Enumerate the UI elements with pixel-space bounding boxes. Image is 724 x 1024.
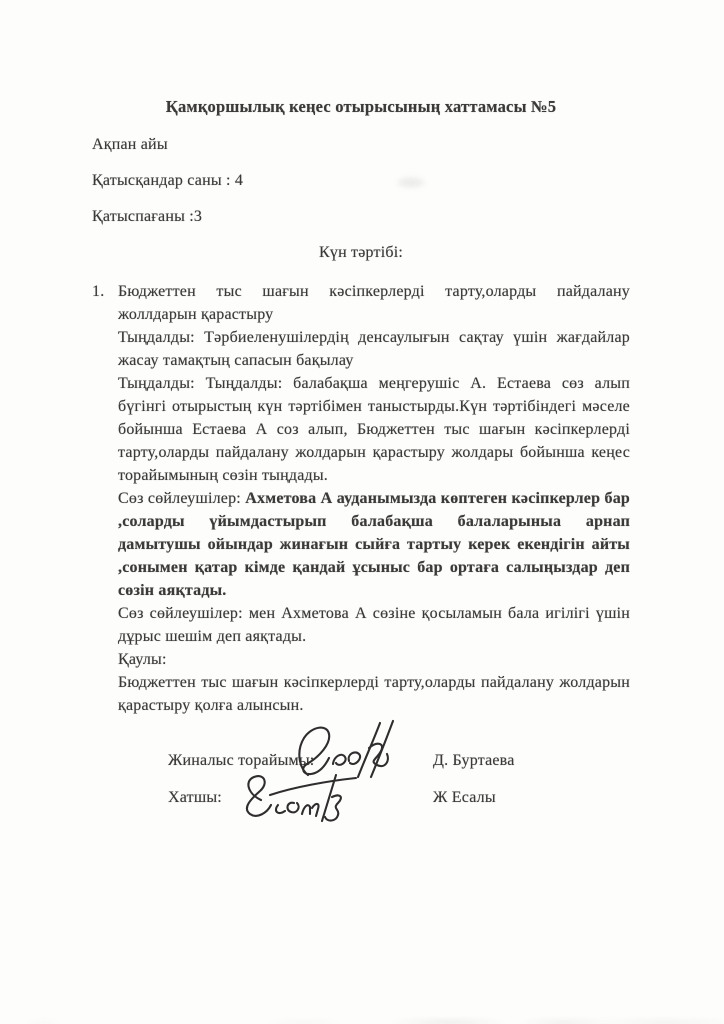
agenda-heading: Күн тәртібі: <box>319 244 403 261</box>
agenda-item-body <box>118 280 630 717</box>
speakers-text-1: Ахметова А ауданымызда көптеген кәсіпкерлер бар ,соларды үйымдастырып балабақша балаларыныа арнап дамытушы ойындар жинағын сыйға тартыу керек екендігін айты ,сонымен қатар кімде қандай ұсыныс бар ортаға салыңыздар деп сөзін аяқтады. <box>118 490 630 599</box>
scan-bottom-edge-artifact <box>0 1011 724 1024</box>
secretary-label: Хатшы: <box>168 789 222 806</box>
heard-label-2: Тыңдалды: <box>118 375 195 392</box>
agenda-item-text: Бюджеттен тыс шағын кәсіпкерлерді тарту,оларды пайдалану жоллдарын қарастыру <box>118 283 630 323</box>
agenda-item-1 <box>92 280 630 717</box>
secretary-name: Ж Есалы <box>433 789 496 806</box>
month-line: Ақпан айы <box>92 136 168 153</box>
chairperson-name: Д. Буртаева <box>433 752 515 769</box>
heard-text-1: Тәрбиеленушілердің денсаулығын сақтау үшін жағдайлар жасау тамақтың сапасын бақылау <box>118 329 630 369</box>
document-title: Қамқоршылық кеңес отырысының хаттамасы №5 <box>165 97 557 116</box>
resolution-heading: Қаулы: <box>118 651 167 668</box>
heard-paragraph-2 <box>118 372 630 487</box>
scan-artifact-smudge <box>398 178 424 187</box>
list-item-number: 1. <box>92 283 105 300</box>
chairperson-signature-row <box>168 749 630 772</box>
heard-paragraph-1 <box>118 326 630 372</box>
signature-block <box>92 749 630 809</box>
speakers-label-1: Сөз сөйлеушілер: <box>118 490 241 507</box>
attendees-count-line: Қатысқандар саны : 4 <box>92 172 244 189</box>
secretary-signature-row <box>168 786 630 809</box>
speakers-text-2: мен Ахметова А сөзіне қосыламын бала игілігі үшін дұрыс шешім деп аяқтады. <box>118 605 631 645</box>
heard-label-1: Тыңдалды: <box>118 329 195 346</box>
absent-count-line: Қатыспағаны :3 <box>92 208 203 225</box>
heard-text-2: Тыңдалды: балабақша меңгерушіс А. Естаева сөз алып бүгінгі отырыстың күн тәртібімен таныстырды.Күн тәртібіндегі мәселе бойынша Естаева А соз алып, Бюджеттен тыс шағын кәсіпкерлерді тарту,оларды пайдалану жолдарын қарастыру жолдары бойынша кеңес торайымының сөзін тыңдады. <box>118 375 630 484</box>
resolution-text: Бюджеттен тыс шағын кәсіпкерлерді тарту,оларды пайдалану жолдарын қарастыру қолға алынсын. <box>118 674 630 714</box>
speakers-paragraph-1 <box>118 487 630 602</box>
speakers-label-2: Сөз сөйлеушілер: <box>118 605 243 622</box>
speakers-paragraph-2 <box>118 602 630 648</box>
document-content <box>92 96 630 823</box>
chairperson-label: Жиналыс торайымы: <box>168 752 315 769</box>
